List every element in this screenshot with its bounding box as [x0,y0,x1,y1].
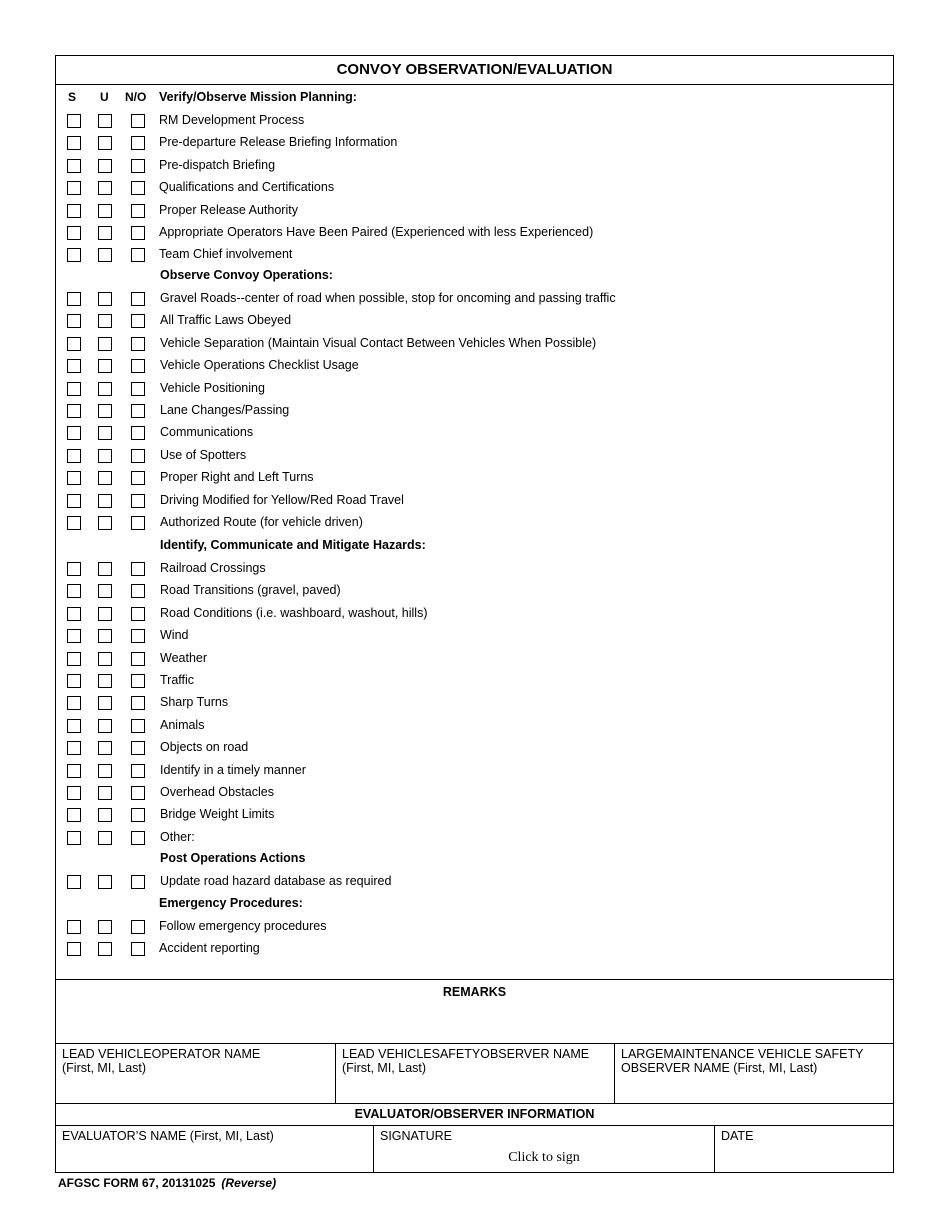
large-observer-label: LARGEMAINTENANCE VEHICLE SAFETY [621,1047,864,1061]
checkbox-no[interactable] [131,226,145,240]
checklist-item [56,112,893,132]
checkbox-s[interactable] [67,786,81,800]
checkbox-s[interactable] [67,226,81,240]
evaluator-name-label: EVALUATOR’S NAME (First, MI, Last) [62,1129,274,1143]
checkbox-s[interactable] [67,359,81,373]
checkbox-s[interactable] [67,471,81,485]
lead-operator-sublabel: (First, MI, Last) [62,1061,147,1075]
checkbox-u[interactable] [98,942,112,956]
checkbox-no[interactable] [131,719,145,733]
checklist-item-label: Identify in a timely manner [160,763,306,777]
column-header-no: N/O [125,90,147,104]
checklist-item [56,694,893,714]
remarks-field[interactable] [56,979,893,1043]
checklist-item-label: RM Development Process [159,113,305,127]
section-title-hazards: Identify, Communicate and Mitigate Hazards: [160,538,426,552]
checkbox-u[interactable] [98,741,112,755]
checkbox-s[interactable] [67,516,81,530]
checklist-item [56,312,893,332]
checkbox-u[interactable] [98,426,112,440]
checkbox-no[interactable] [131,292,145,306]
checkbox-no[interactable] [131,404,145,418]
form-footer [58,1176,276,1190]
checkbox-u[interactable] [98,516,112,530]
checklist-item [56,739,893,759]
checkbox-u[interactable] [98,114,112,128]
checkbox-s[interactable] [67,808,81,822]
checkbox-no[interactable] [131,159,145,173]
checkbox-no[interactable] [131,764,145,778]
checkbox-no[interactable] [131,248,145,262]
checklist-item-label: Animals [160,718,205,732]
section-title-post: Post Operations Actions [160,851,306,865]
lead-observer-sublabel: (First, MI, Last) [342,1061,427,1075]
checkbox-u[interactable] [98,181,112,195]
checklist-item [56,762,893,782]
checkbox-no[interactable] [131,674,145,688]
checklist-item-label: All Traffic Laws Obeyed [160,313,292,327]
checklist-item-label: Traffic [160,673,195,687]
checkbox-u[interactable] [98,159,112,173]
checkbox-u[interactable] [98,696,112,710]
checklist-item [56,380,893,400]
checklist-item [56,424,893,444]
checkbox-s[interactable] [67,584,81,598]
form-number: AFGSC FORM 67, 20131025 [58,1176,216,1190]
checklist-item [56,940,893,960]
checkbox-s[interactable] [67,562,81,576]
form-side: (Reverse) [221,1176,277,1190]
checkbox-no[interactable] [131,426,145,440]
checkbox-no[interactable] [131,920,145,934]
checklist-item-label: Overhead Obstacles [160,785,274,799]
checklist-item-label: Lane Changes/Passing [160,403,290,417]
checklist-item-label: Follow emergency procedures [159,919,327,933]
checkbox-u[interactable] [98,404,112,418]
checkbox-no[interactable] [131,471,145,485]
evaluator-row [56,1126,893,1172]
checkbox-s[interactable] [67,764,81,778]
checkbox-s[interactable] [67,181,81,195]
checklist-item-label: Communications [160,425,254,439]
checklist-item [56,402,893,422]
column-header-u: U [100,90,109,104]
large-observer-name-field[interactable] [614,1044,892,1103]
checklist-item-label: Objects on road [160,740,249,754]
remarks-title: REMARKS [442,985,507,999]
checklist-item-label: Weather [160,651,208,665]
checklist-item-label: Gravel Roads--center of road when possible, stop for oncoming and passing traffic [160,291,616,305]
checkbox-no[interactable] [131,741,145,755]
checkbox-no[interactable] [131,494,145,508]
form-title: CONVOY OBSERVATION/EVALUATION [56,56,893,85]
checklist-item [56,829,893,849]
checklist-item-label: Qualifications and Certifications [159,180,335,194]
lead-observer-label: LEAD VEHICLESAFETYOBSERVER NAME [342,1047,590,1061]
checkbox-s[interactable] [67,741,81,755]
checkbox-no[interactable] [131,181,145,195]
checkbox-no[interactable] [131,786,145,800]
checkbox-s[interactable] [67,607,81,621]
checkbox-u[interactable] [98,607,112,621]
signature-field [373,1126,714,1172]
checklist-item-label: Other: [160,830,195,844]
evaluator-section-title: EVALUATOR/OBSERVER INFORMATION [56,1103,893,1126]
checkbox-s[interactable] [67,719,81,733]
lead-operator-name-field[interactable] [56,1044,335,1103]
checklist-item-label: Vehicle Positioning [160,381,265,395]
checkbox-s[interactable] [67,875,81,889]
checkbox-no[interactable] [131,314,145,328]
checklist-item-label: Bridge Weight Limits [160,807,275,821]
checklist-item [56,918,893,938]
checkbox-u[interactable] [98,248,112,262]
checkbox-u[interactable] [98,226,112,240]
checklist-item [56,202,893,222]
checklist-item-label: Authorized Route (for vehicle driven) [160,515,363,529]
checklist-item-label: Team Chief involvement [159,247,293,261]
large-observer-sublabel: OBSERVER NAME (First, MI, Last) [621,1061,818,1075]
column-header-s: S [68,90,77,104]
checklist-item-label: Wind [160,628,189,642]
checklist-item [56,134,893,154]
checkbox-u[interactable] [98,471,112,485]
checkbox-s[interactable] [67,382,81,396]
checkbox-s[interactable] [67,629,81,643]
checklist-item [56,290,893,310]
checkbox-s[interactable] [67,696,81,710]
checklist-item [56,514,893,534]
checkbox-s[interactable] [67,494,81,508]
checklist-item [56,627,893,647]
checkbox-no[interactable] [131,696,145,710]
checkbox-no[interactable] [131,449,145,463]
checkbox-s[interactable] [67,136,81,150]
checklist-item [56,784,893,804]
checkbox-s[interactable] [67,314,81,328]
section-title-planning: Verify/Observe Mission Planning: [159,90,357,104]
checklist-item [56,717,893,737]
checklist-item [56,582,893,602]
checkbox-u[interactable] [98,449,112,463]
checkbox-u[interactable] [98,136,112,150]
checklist-item [56,157,893,177]
section-title-emergency: Emergency Procedures: [159,896,303,910]
signature-label: SIGNATURE [380,1129,452,1143]
checkbox-u[interactable] [98,314,112,328]
checklist-item-label: Railroad Crossings [160,561,266,575]
checkbox-u[interactable] [98,831,112,845]
checkbox-u[interactable] [98,562,112,576]
checkbox-no[interactable] [131,382,145,396]
click-to-sign-button[interactable]: Click to sign [508,1150,580,1165]
checklist-item [56,672,893,692]
lead-operator-label: LEAD VEHICLEOPERATOR NAME [62,1047,261,1061]
checkbox-s[interactable] [67,831,81,845]
checklist-item-label: Use of Spotters [160,448,247,462]
checklist-item [56,246,893,266]
convoy-form [55,55,894,1173]
checkbox-no[interactable] [131,337,145,351]
checkbox-no[interactable] [131,808,145,822]
checkbox-no[interactable] [131,652,145,666]
date-label: DATE [721,1129,754,1143]
checklist-item-label: Pre-dispatch Briefing [159,158,276,172]
checklist-item-label: Sharp Turns [160,695,229,709]
checklist-item [56,492,893,512]
checklist-item [56,650,893,670]
checkbox-s[interactable] [67,114,81,128]
checklist-item [56,179,893,199]
checkbox-s[interactable] [67,292,81,306]
checklist-item [56,335,893,355]
checklist-item-label: Driving Modified for Yellow/Red Road Travel [160,493,404,507]
checkbox-s[interactable] [67,337,81,351]
checkbox-s[interactable] [67,404,81,418]
checklist-item [56,224,893,244]
checkbox-u[interactable] [98,204,112,218]
checkbox-no[interactable] [131,942,145,956]
checkbox-no[interactable] [131,204,145,218]
checkbox-no[interactable] [131,584,145,598]
checkbox-u[interactable] [98,764,112,778]
checklist-item-label: Road Transitions (gravel, paved) [160,583,341,597]
checkbox-no[interactable] [131,562,145,576]
checkbox-s[interactable] [67,449,81,463]
checklist-item-label: Proper Right and Left Turns [160,470,314,484]
checkbox-u[interactable] [98,382,112,396]
checkbox-u[interactable] [98,786,112,800]
checklist-item-label: Accident reporting [159,941,260,955]
checklist-item-label: Vehicle Separation (Maintain Visual Contact Between Vehicles When Possible) [160,336,597,350]
checkbox-s[interactable] [67,248,81,262]
checklist-item-label: Road Conditions (i.e. washboard, washout, hills) [160,606,428,620]
checklist-item [56,560,893,580]
checkbox-s[interactable] [67,426,81,440]
checklist-item [56,447,893,467]
checklist-item [56,605,893,625]
lead-observer-name-field[interactable] [335,1044,614,1103]
checklist-item [56,357,893,377]
checklist-item-label: Update road hazard database as required [160,874,392,888]
checkbox-s[interactable] [67,942,81,956]
checkbox-s[interactable] [67,920,81,934]
checkbox-u[interactable] [98,808,112,822]
checkbox-no[interactable] [131,831,145,845]
checklist-item [56,873,893,893]
checkbox-u[interactable] [98,652,112,666]
checklist-item [56,806,893,826]
checkbox-u[interactable] [98,292,112,306]
checkbox-u[interactable] [98,337,112,351]
checkbox-no[interactable] [131,607,145,621]
checklist-item-label: Proper Release Authority [159,203,298,217]
checkbox-no[interactable] [131,136,145,150]
checkbox-no[interactable] [131,875,145,889]
checkbox-u[interactable] [98,359,112,373]
checkbox-s[interactable] [67,652,81,666]
checkbox-s[interactable] [67,674,81,688]
checkbox-u[interactable] [98,674,112,688]
checkbox-s[interactable] [67,159,81,173]
checkbox-no[interactable] [131,516,145,530]
checkbox-u[interactable] [98,494,112,508]
checklist-item [56,469,893,489]
checkbox-no[interactable] [131,114,145,128]
checkbox-u[interactable] [98,920,112,934]
checkbox-u[interactable] [98,584,112,598]
checkbox-u[interactable] [98,719,112,733]
section-title-operations: Observe Convoy Operations: [160,268,333,282]
evaluator-name-field[interactable] [56,1126,373,1172]
checkbox-u[interactable] [98,875,112,889]
checkbox-u[interactable] [98,629,112,643]
checkbox-no[interactable] [131,359,145,373]
checklist-item-label: Appropriate Operators Have Been Paired (Experienced with less Experienced) [159,225,594,239]
checklist-item-label: Pre-departure Release Briefing Information [159,135,398,149]
date-field[interactable] [714,1126,892,1172]
names-row [56,1043,893,1103]
checkbox-s[interactable] [67,204,81,218]
checklist-item-label: Vehicle Operations Checklist Usage [160,358,359,372]
checkbox-no[interactable] [131,629,145,643]
